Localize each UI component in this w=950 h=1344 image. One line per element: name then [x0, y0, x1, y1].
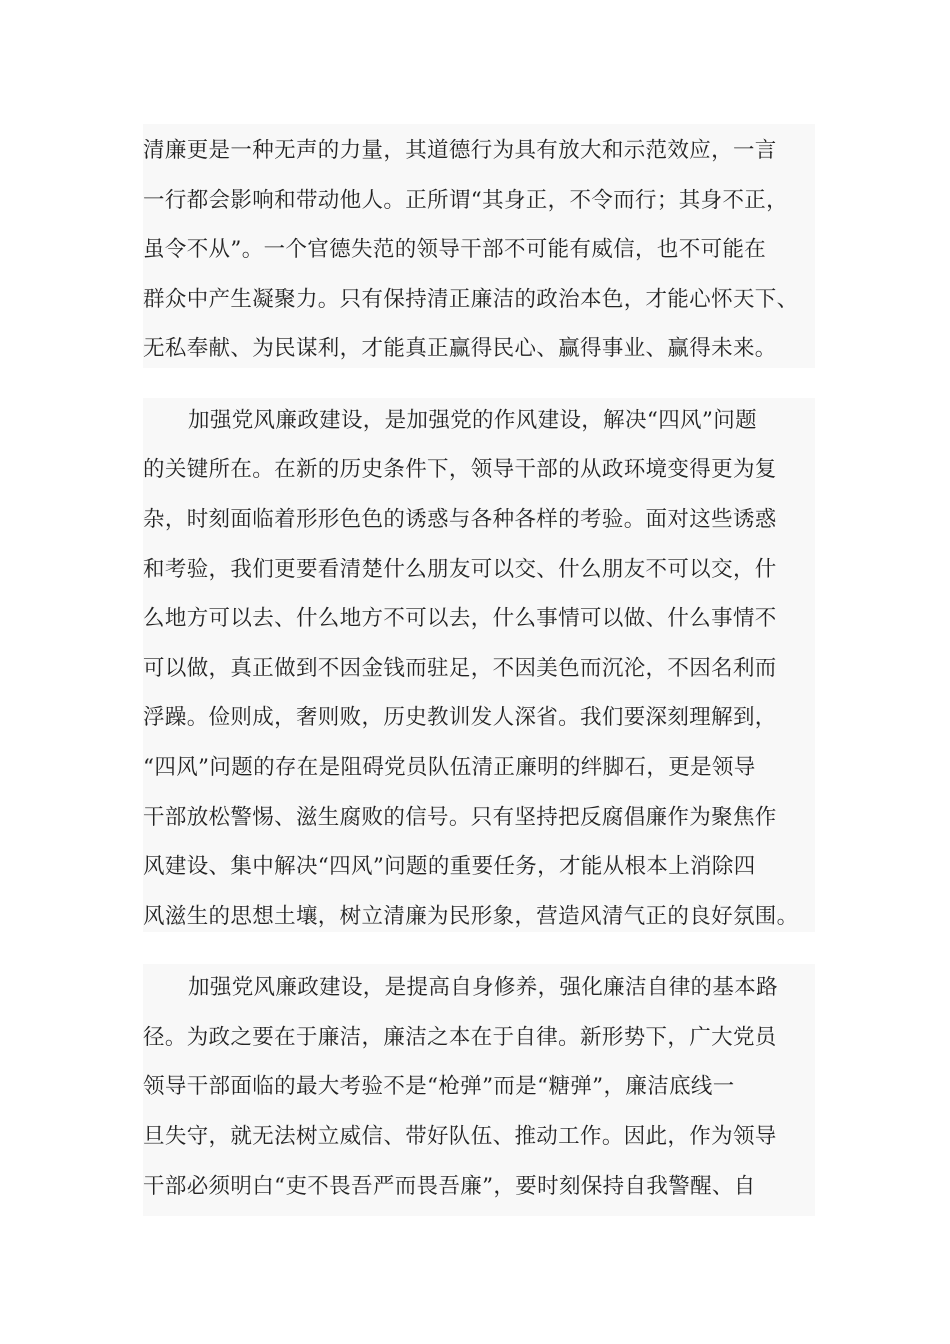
text-line: 风滋生的思想土壤，树立清廉为民形象，营造风清气正的良好氛围。	[143, 904, 799, 929]
text-line: 加强党风廉政建设，是提高自身修养，强化廉洁自律的基本路	[188, 975, 778, 1000]
text-line: 加强党风廉政建设，是加强党的作风建设，解决“四风”问题	[188, 408, 757, 433]
text-line: “四风”问题的存在是阻碍党员队伍清正廉明的绊脚石，更是领导	[143, 755, 756, 780]
text-line: 的关键所在。在新的历史条件下，领导干部的从政环境变得更为复	[143, 457, 777, 482]
text-line: 可以做，真正做到不因金钱而驻足，不因美色而沉沦，不因名利而	[143, 656, 777, 681]
text-line: 旦失守，就无法树立威信、带好队伍、推动工作。因此，作为领导	[143, 1124, 777, 1149]
text-line: 浮躁。俭则成，奢则败，历史教训发人深省。我们要深刻理解到，	[143, 705, 777, 730]
text-line: 群众中产生凝聚力。只有保持清正廉洁的政治本色，才能心怀天下、	[143, 287, 799, 312]
text-line: 风建设、集中解决“四风”问题的重要任务，才能从根本上消除四	[143, 854, 756, 879]
text-line: 虽令不从”。一个官德失范的领导干部不可能有威信，也不可能在	[143, 237, 767, 262]
text-line: 清廉更是一种无声的力量，其道德行为具有放大和示范效应，一言	[143, 138, 777, 163]
text-line: 么地方可以去、什么地方不可以去，什么事情可以做、什么事情不	[143, 606, 777, 631]
text-line: 杂，时刻面临着形形色色的诱惑与各种各样的考验。面对这些诱惑	[143, 507, 777, 532]
text-line: 和考验，我们更要看清楚什么朋友可以交、什么朋友不可以交，什	[143, 557, 777, 582]
text-line: 干部必须明白“吏不畏吾严而畏吾廉”，要时刻保持自我警醒、自	[143, 1174, 756, 1199]
text-line: 无私奉献、为民谋利，才能真正赢得民心、赢得事业、赢得未来。	[143, 336, 777, 361]
text-line: 径。为政之要在于廉洁，廉洁之本在于自律。新形势下，广大党员	[143, 1025, 777, 1050]
text-line: 领导干部面临的最大考验不是“枪弹”而是“糖弹”，廉洁底线一	[143, 1074, 735, 1099]
text-line: 干部放松警惕、滋生腐败的信号。只有坚持把反腐倡廉作为聚焦作	[143, 805, 777, 830]
text-line: 一行都会影响和带动他人。正所谓“其身正，不令而行；其身不正，	[143, 188, 788, 213]
